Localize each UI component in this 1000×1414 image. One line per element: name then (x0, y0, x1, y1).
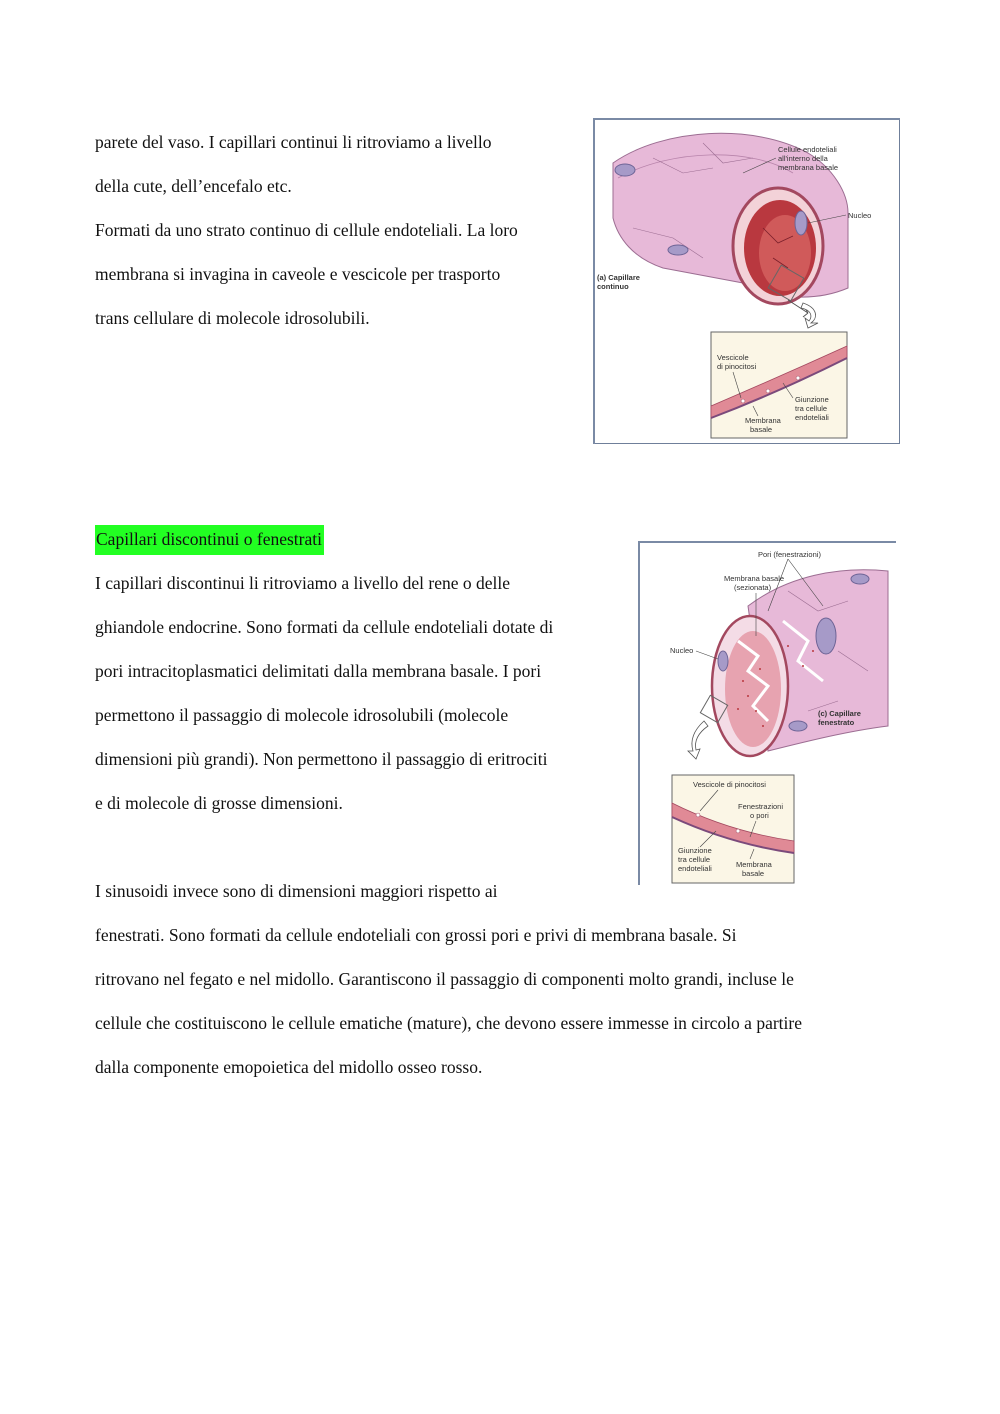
paragraph-line: parete del vaso. I capillari continui li ritroviamo a livello (95, 132, 492, 152)
inset-membrane-1: Membrana (745, 416, 781, 425)
paragraph-line: I sinusoidi invece sono di dimensioni maggiori rispetto ai (95, 881, 498, 901)
inset-junction-2: tra cellule (795, 404, 828, 413)
inset2-membrane-1: Membrana (736, 860, 772, 869)
inset2-fen-1: Fenestrazioni (738, 802, 784, 811)
inset-vesicles-2: di pinocitosi (717, 362, 757, 371)
caption2-1: (c) Capillare (818, 709, 861, 718)
paragraph-line: e di molecole di grosse dimensioni. (95, 793, 343, 813)
inset2-fen-2: o pori (750, 811, 769, 820)
inset-junction-1: Giunzione (795, 395, 829, 404)
figure-continuous-capillary (593, 118, 900, 444)
inset-vesicles-1: Vescicole (717, 353, 749, 362)
paragraph-line: trans cellulare di molecole idrosolubili. (95, 308, 370, 328)
paragraph-line: permettono il passaggio di molecole idrosolubili (molecole (95, 705, 509, 725)
caption-1: (a) Capillare (597, 273, 640, 282)
inset-membrane-2: basale (750, 425, 773, 434)
label-cells-2: all'interno della (778, 154, 828, 163)
paragraph-line: dalla componente emopoietica del midollo osseo rosso. (95, 1057, 483, 1077)
inset2-junction-3: endoteliali (678, 864, 712, 873)
caption-2: continuo (597, 282, 629, 291)
inset2-junction-1: Giunzione (678, 846, 712, 855)
inset2-vesicles: Vescicole di pinocitosi (693, 780, 766, 789)
figure-fenestrated-capillary (638, 541, 898, 885)
paragraph-line: Formati da uno strato continuo di cellule endoteliali. La loro (95, 220, 518, 240)
label-cells-1: Cellule endoteliali (778, 145, 837, 154)
paragraph-line: membrana si invagina in caveole e vescicole per trasporto (95, 264, 501, 284)
label-nucleus: Nucleo (848, 211, 872, 220)
paragraph-line: I capillari discontinui li ritroviamo a livello del rene o delle (95, 573, 511, 593)
label-membrane-2: (sezionata) (734, 583, 772, 592)
inset2-junction-2: tra cellule (678, 855, 711, 864)
label-pores: Pori (fenestrazioni) (758, 550, 821, 559)
paragraph-line: cellule che costituiscono le cellule ematiche (mature), che devono essere immesse in circolo a partire (95, 1013, 802, 1033)
paragraph-line: pori intracitoplasmatici delimitati dalla membrana basale. I pori (95, 661, 542, 681)
section-heading: Capillari discontinui o fenestrati (95, 528, 324, 550)
label-membrane-1: Membrana basale (724, 574, 785, 583)
paragraph-line: fenestrati. Sono formati da cellule endoteliali con grossi pori e privi di membrana basale. Si (95, 925, 737, 945)
inset2-membrane-2: basale (742, 869, 765, 878)
inset-junction-3: endoteliali (795, 413, 829, 422)
label-cells-3: membrana basale (778, 163, 839, 172)
paragraph-line: dimensioni più grandi). Non permettono il passaggio di eritrociti (95, 749, 548, 769)
caption2-2: fenestrato (818, 718, 855, 727)
paragraph-line: ritrovano nel fegato e nel midollo. Garantiscono il passaggio di componenti molto grandi, incluse le (95, 969, 794, 989)
paragraph-line: ghiandole endocrine. Sono formati da cellule endoteliali dotate di (95, 617, 554, 637)
paragraph-line: della cute, dell’encefalo etc. (95, 176, 292, 196)
label-nucleus-2: Nucleo (670, 646, 694, 655)
